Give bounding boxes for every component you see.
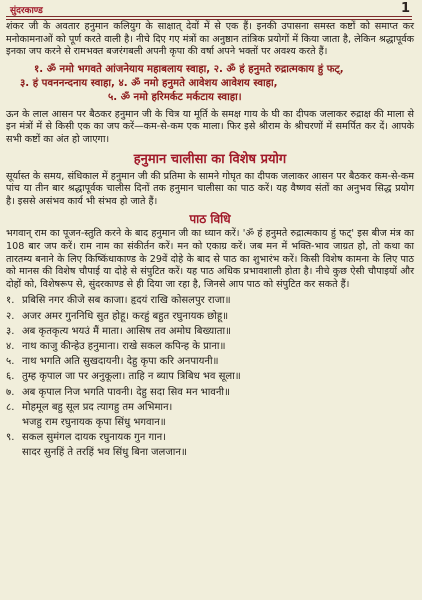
verse-line — [6, 445, 414, 460]
verse-line — [6, 369, 414, 384]
verse-line — [6, 339, 414, 354]
verse-text: अजर अमर गुननिधि सुत होहू। करहुं बहुत रघुनायक छोहू॥ — [22, 310, 229, 322]
verse-line — [6, 400, 414, 415]
ritual-paragraph: ऊन के लाल आसन पर बैठकर हनुमान जी के चित्र या मूर्ति के समक्ष गाय के घी का दीपक जलाकर रुद्राक्ष की माला से इन मंत्रों में से किसी एक का जप करें—कम-से-कम एक माला। फिर इसे श्रीराम के श्रीचरणों में समर्पित कर दें। आपके सभी कष्टों का अंत हो जाएगा। — [6, 108, 414, 145]
verse-text: प्रबिसि नगर कीजे सब काजा। हृदयं राखि कोसलपुर राजा॥ — [22, 295, 231, 307]
verse-number: २. — [6, 310, 15, 322]
verse-text: नाथ काजु कीन्हेउ हनुमाना। राखे सकल कपिन्ह के प्राना॥ — [22, 340, 226, 352]
verse-text: तुम्ह कृपाल जा पर अनुकूला। ताहि न ब्याप त्रिबिध भव सूला॥ — [22, 371, 241, 383]
mantra-list — [6, 63, 414, 105]
vidhi-paragraph: भगवान् राम का पूजन-स्तुति करने के बाद हनुमान जी का ध्यान करें। 'ॐ हं हनुमते रुद्रात्मकाय हुं फट्' इस बीज मंत्र का 108 बार जप करें। राम नाम का संकीर्तन करें। मन को एकाग्र करें। जब मन में भक्ति-भाव जाग्रत हो, तो कथा का तारतम्य बनाने के लिए किष्किंधाकाण्ड के 29वें दोहे के बाद से पाठ का शुभारंभ करें। किसी विशेष कामना के लिए पाठ को मानस की विशेष चौपाई या दोहे से संपुटित करें। यह पाठ अधिक प्रभावशाली होता है। नीचे कुछ ऐसी चौपाइयों और दोहों को, विशेषरूप से, सुंदरकाण्ड से ही दिया जा रहा है, जिनसे आप पाठ को संपुटित कर सकते हैं। — [6, 228, 414, 290]
verse-number: १. — [6, 295, 15, 307]
verse-text: सकल सुमंगल दायक रघुनायक गुन गान। — [22, 432, 167, 444]
verse-line — [6, 309, 414, 324]
verse-number: ५. — [6, 356, 15, 368]
verse-number: ४. — [6, 340, 15, 352]
verse-list — [6, 293, 414, 460]
verse-number: ३. — [6, 325, 15, 337]
verse-text: अब कृपाल निज भगति पावनी। देहु सदा सिव मन भावनी॥ — [22, 386, 230, 398]
verse-line — [6, 430, 414, 445]
header-rule — [6, 16, 412, 17]
verse-text: भजहु राम रघुनायक कृपा सिंधु भगवान॥ — [22, 416, 166, 428]
page-content — [6, 21, 414, 461]
section-title: सुंदरकाण्ड — [10, 6, 43, 16]
verse-line — [6, 293, 414, 308]
header-rule-2 — [6, 19, 412, 20]
chalisa-heading: हनुमान चालीसा का विशेष प्रयोग — [133, 151, 287, 167]
mantra-line: ५. ॐ नमो हरिमर्कट मर्कटाय स्वाहा। — [108, 91, 242, 103]
verse-line — [6, 385, 414, 400]
verse-text: नाथ भगति अति सुखदायनी। देहु कृपा करि अनपायनी॥ — [22, 356, 219, 368]
verse-line — [6, 324, 414, 339]
page-number: 1 — [400, 1, 410, 16]
chalisa-paragraph: सूर्यास्त के समय, संधिकाल में हनुमान जी की प्रतिमा के सामने गोघृत का दीपक जलाकर आसन पर बैठकर कम-से-कम पांच या तीन बार श्रद्धापूर्वक चालीस दिनों तक हनुमान चालीसा का पाठ करें। यह वैष्णव संतों का अनुभव सिद्ध प्रयोग है। इससे असंभव कार्य भी संभव हो जाते हैं। — [6, 170, 414, 207]
verse-text: मोहमूल बहु सूल प्रद त्यागहु तम अभिमान। — [22, 401, 173, 413]
verse-line — [6, 415, 414, 430]
verse-text: सादर सुनहिं ते तरहिं भव सिंधु बिना जलजान॥ — [22, 447, 187, 459]
verse-number: ७. — [6, 386, 15, 398]
verse-number: ६. — [6, 371, 15, 383]
verse-number: ९. — [6, 432, 15, 444]
intro-paragraph: शंकर जी के अवतार हनुमान कलियुग के साक्षात् देवों में से एक हैं। इनकी उपासना समस्त कष्टों को समाप्त कर मनोकामनाओं को पूर्ण करते वाली है। नीचे दिए गए मंत्रों का अनुष्ठान तांत्रिक प्रयोगों में किया जाता है, लेकिन श्रद्धापूर्वक इनका जप करने से रामभक्त बजरंगबली अपनी कृपा की वर्षा अपने भक्तों पर अवश्य करते हैं। — [6, 21, 414, 58]
mantra-line: १. ॐ नमो भगवते आंजनेयाय महाबलाय स्वाहा, २. ॐ हं हनुमते रुद्रात्मकाय हुं फट्, — [34, 63, 344, 75]
verse-line — [6, 354, 414, 369]
verse-text: अब कृतकृत्य भयउं मैं माता। आसिष तव अमोघ बिख्याता॥ — [22, 325, 232, 337]
vidhi-heading: पाठ विधि — [189, 212, 231, 227]
mantra-line: ३. हं पवननन्दनाय स्वाहा, ४. ॐ नमो हनुमते आवेशय आवेशय स्वाहा, — [20, 77, 278, 89]
verse-number: ८. — [6, 401, 15, 413]
